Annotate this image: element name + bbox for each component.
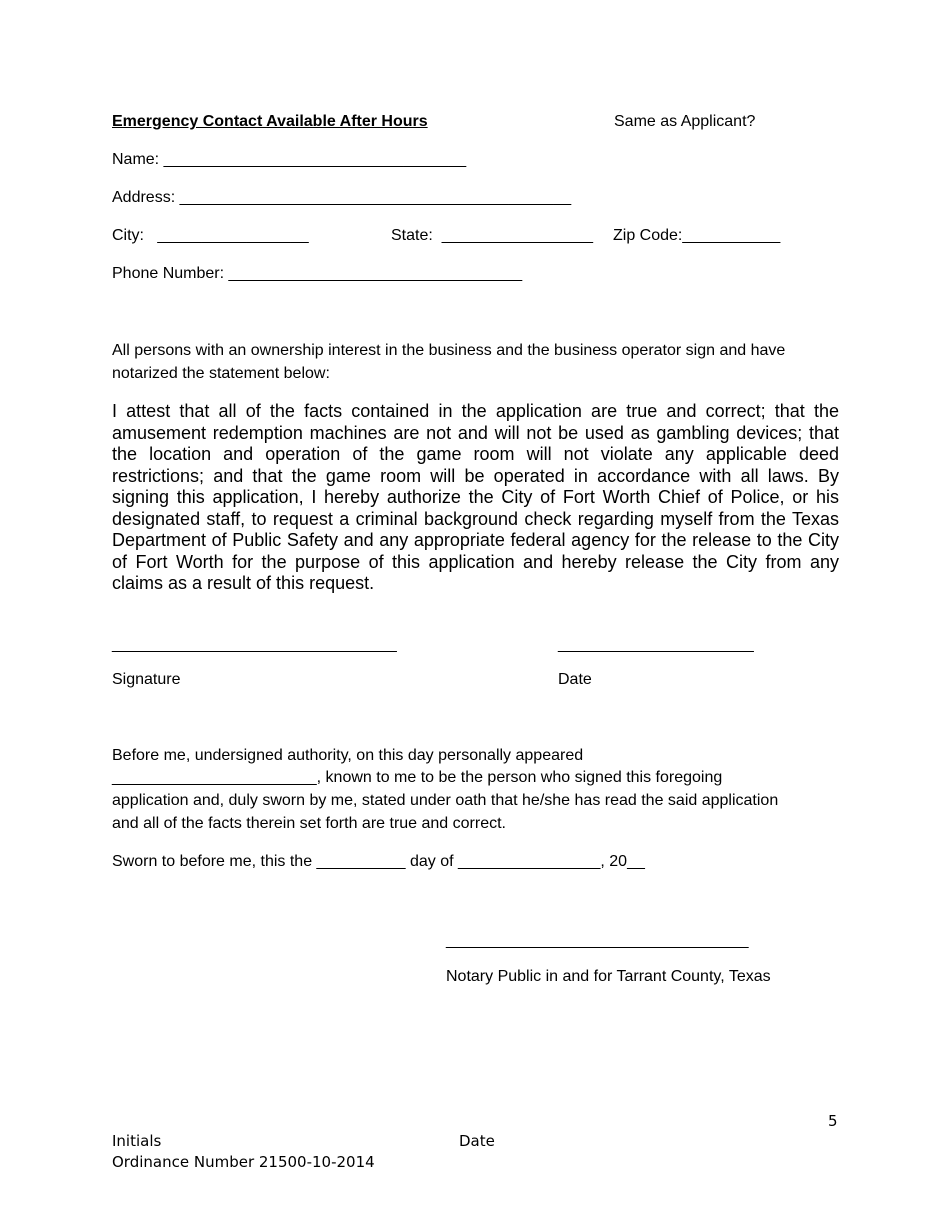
state-field[interactable]: State: _________________ <box>391 227 593 244</box>
date-line[interactable]: ______________________ <box>558 636 754 653</box>
same-as-applicant-label: Same as Applicant? <box>614 113 756 130</box>
date-label: Date <box>558 671 592 688</box>
attestation-paragraph: I attest that all of the facts contained in the application are true and correct; that the amusement redemption machines are not and will not be used as gambling devices; that the location and operation of the game room will not violate any applicable deed restrictions; and that the game room will be operated in accordance with all laws. By signing this application, I hereby authorize the City of Fort Worth Chief of Police, or his designated staff, to request a criminal background check regarding myself from the Texas Department of Public Safety and any appropriate federal agency for the release to the City of Fort Worth for the purpose of this application and hereby release the City from any claims as a result of this request. <box>112 401 839 593</box>
page-number: 5 <box>828 1112 838 1130</box>
notary-text-line-1: Before me, undersigned authority, on this day personally appeared <box>112 747 584 764</box>
name-field[interactable]: Name: __________________________________ <box>112 151 467 168</box>
notary-text-line-4: and all of the facts therein set forth are true and correct. <box>112 815 506 832</box>
sworn-line: Sworn to before me, this the __________ day of ________________, 20__ <box>112 853 645 870</box>
address-field[interactable]: Address: ____________________________________________ <box>112 189 572 206</box>
notary-text-line-3: application and, duly sworn by me, stated under oath that he/she has read the said application <box>112 792 779 809</box>
city-field[interactable]: City: _________________ <box>112 227 309 244</box>
intro-paragraph: All persons with an ownership interest in the business and the business operator sign and have notarized the statement below: <box>112 342 786 382</box>
emergency-contact-heading: Emergency Contact Available After Hours <box>112 113 428 130</box>
notary-public-label: Notary Public in and for Tarrant County, Texas <box>446 968 771 985</box>
notary-signature-line[interactable]: __________________________________ <box>446 932 749 949</box>
signature-label: Signature <box>112 671 181 688</box>
zip-code-field[interactable]: Zip Code:___________ <box>613 227 781 244</box>
phone-number-field[interactable]: Phone Number: _________________________________ <box>112 265 523 282</box>
footer-date: Date <box>459 1132 495 1150</box>
signature-line[interactable]: ________________________________ <box>112 636 397 653</box>
notary-text-line-2: _______________________, known to me to be the person who signed this foregoing <box>112 769 723 786</box>
footer-initials: Initials <box>112 1132 162 1150</box>
ordinance-number: Ordinance Number 21500-10-2014 <box>112 1153 375 1171</box>
